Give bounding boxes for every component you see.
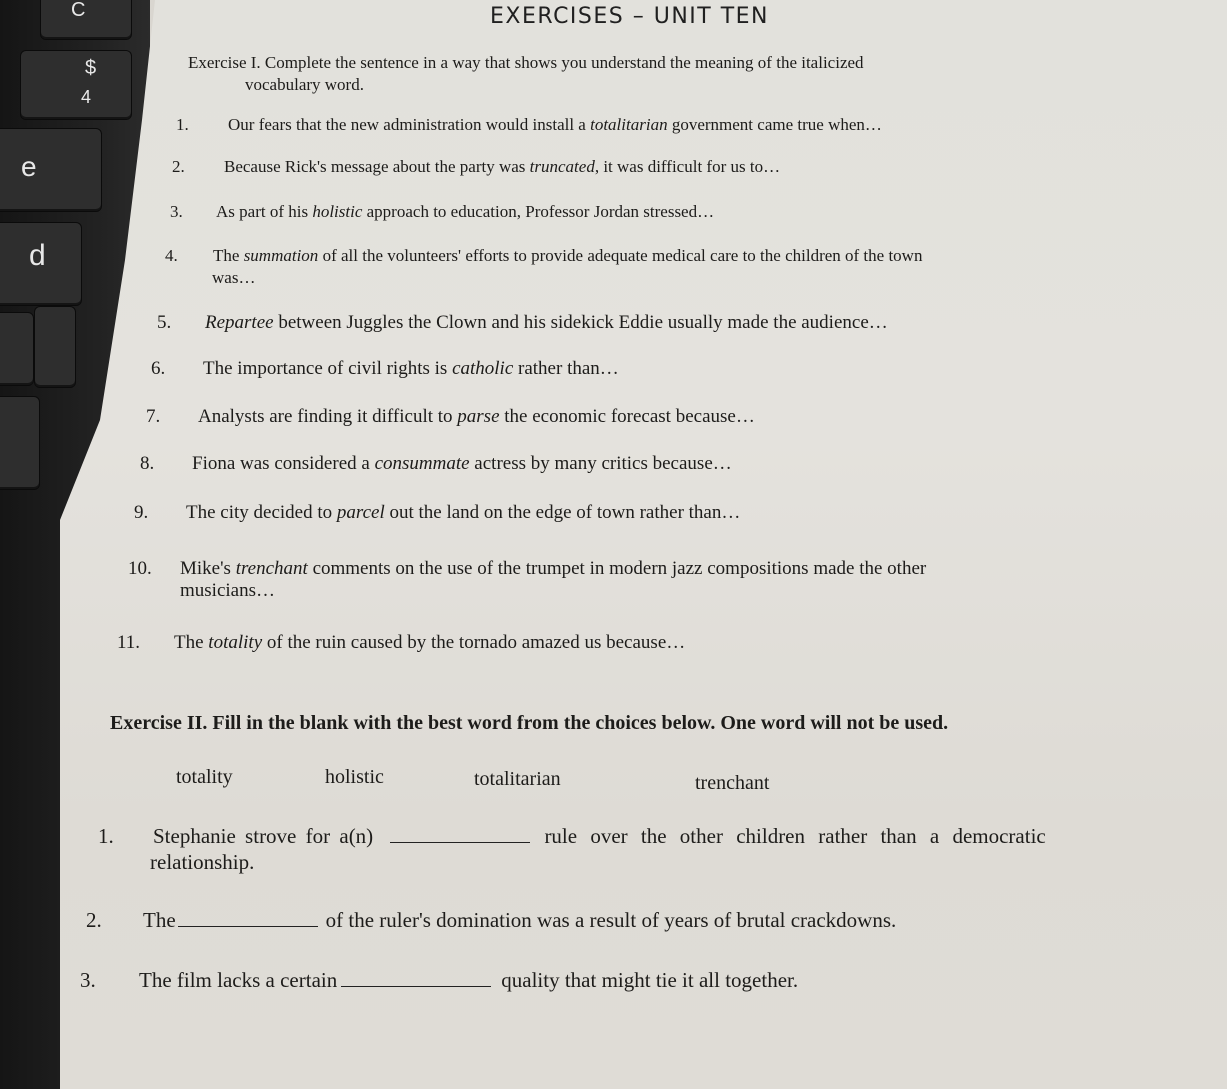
exercise2-title: Exercise II. Fill in the blank with the best word from the choices below. One word will not be used. [110,712,949,734]
key-e-label: e [21,151,37,182]
exercise1-item-11: 11. The totality of the ruin caused by the tornado amazed us because… [117,632,686,653]
vocab-word: catholic [452,358,514,379]
exercise1-title-line2: vocabulary word. [245,75,364,94]
vocab-word: truncated [529,157,595,176]
fill-blank[interactable] [390,826,530,843]
exercise1-item-6: 6. The importance of civil rights is catholic rather than… [151,358,619,379]
choice-word: holistic [325,766,384,788]
exercise1-item-3: 3. As part of his holistic approach to education, Professor Jordan stressed… [170,202,715,221]
exercise1-item-2: 2. Because Rick's message about the party was truncated, it was difficult for us to… [172,157,781,176]
choice-word: trenchant [695,772,770,794]
key-d[interactable] [0,222,82,306]
key-c-label: C [71,0,86,21]
vocab-word: totality [208,632,263,653]
vocab-word: consummate [374,453,470,474]
key-dollar-label: $ [85,57,97,79]
exercise1-item-1: 1. Our fears that the new administration would install a totalitarian government came true when… [176,115,882,134]
exercise2-item-1-cont: relationship. [150,850,255,874]
key-blank-2[interactable] [34,306,76,388]
vocab-word: totalitarian [590,115,668,134]
key-c[interactable] [40,0,132,40]
vocab-word: parse [457,406,500,427]
page-heading: EXERCISES – UNIT TEN [490,4,770,29]
fill-blank[interactable] [178,910,318,927]
key-blank-3[interactable] [0,396,40,490]
exercise1-item-9: 9. The city decided to parcel out the land on the edge of town rather than… [134,502,741,523]
vocab-word: summation [243,246,319,265]
key-4[interactable] [20,50,132,120]
vocab-word: parcel [336,502,385,523]
key-e[interactable] [0,128,102,212]
exercise2-item-3: 3. The film lacks a certain quality that might tie it all together. [80,968,799,992]
exercise2-item-2: 2. The of the ruler's domination was a result of years of brutal crackdowns. [86,908,897,932]
vocab-word: holistic [312,202,363,221]
choice-word: totality [176,766,233,788]
exercise1-item-10-cont: musicians… [180,580,275,601]
vocab-word: trenchant [235,558,308,579]
exercise1-item-4: 4. The summation of all the volunteers' efforts to provide adequate medical care to the children of the town [165,246,923,265]
exercise1-item-4-cont: was… [212,268,256,287]
key-4-label: 4 [81,87,92,107]
exercise2-item-1: 1. Stephanie strove for a(n) rule over the other children rather than a democratic [98,824,1046,848]
exercise1-item-8: 8. Fiona was considered a consummate actress by many critics because… [140,453,732,474]
exercise1-title-line1: Exercise I. Complete the sentence in a way that shows you understand the meaning of the italicized [188,53,864,72]
fill-blank[interactable] [341,970,491,987]
vocab-word: Repartee [205,312,274,333]
choice-word: totalitarian [474,768,561,790]
exercise1-item-10: 10. Mike's trenchant comments on the use of the trumpet in modern jazz compositions made the other [128,558,927,579]
exercise1-item-5: 5. Repartee between Juggles the Clown and his sidekick Eddie usually made the audience… [157,312,888,333]
key-blank-1[interactable] [0,312,34,386]
key-d-label: d [29,239,46,272]
exercise1-item-7: 7. Analysts are finding it difficult to parse the economic forecast because… [146,406,755,427]
